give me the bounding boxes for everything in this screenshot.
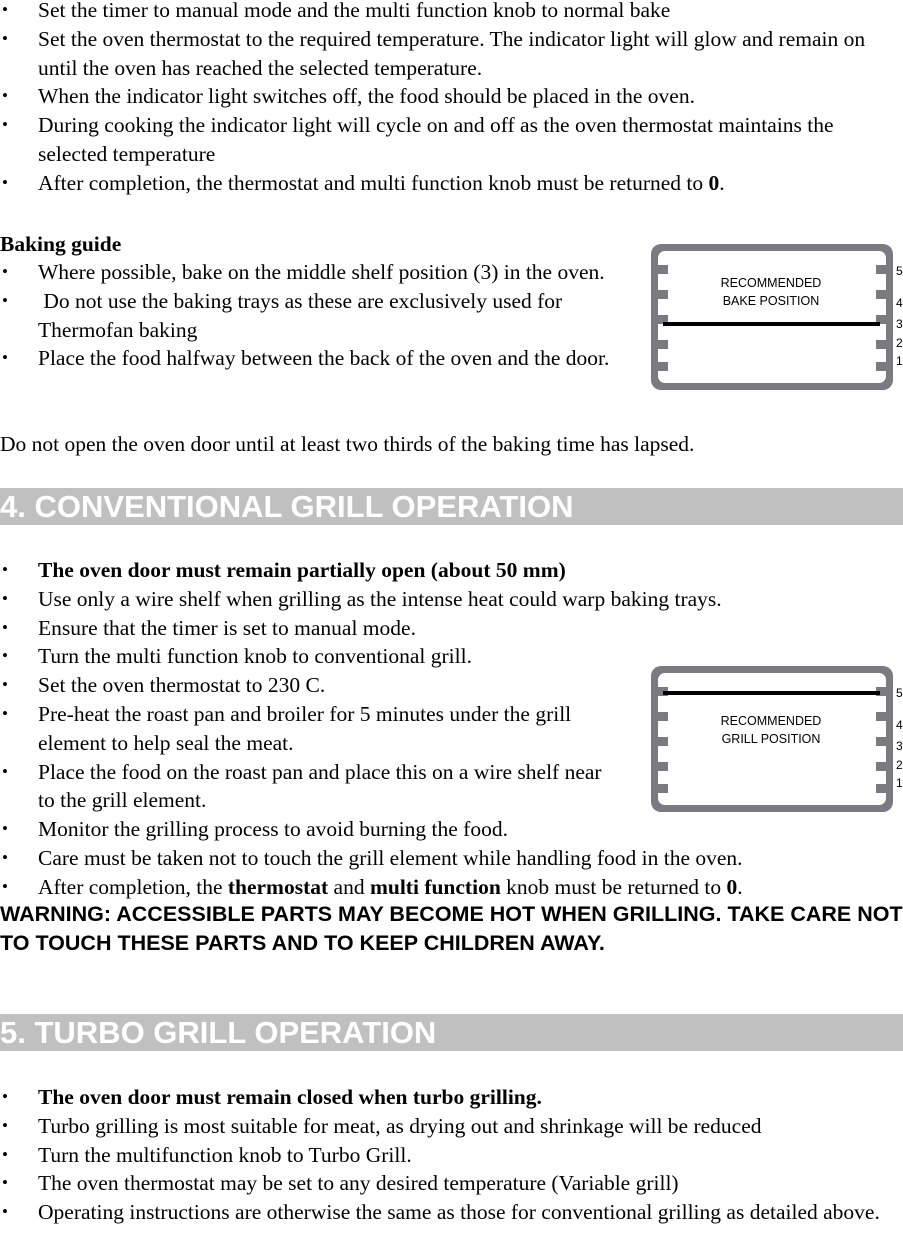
list-item: • Monitor the grilling process to avoid burning the food. [0,815,895,844]
shelf-number-1: 1 [896,776,903,790]
list-item: • Where possible, bake on the middle shelf position (3) in the oven. [0,258,620,287]
bullet-icon: • [2,172,8,192]
bake-position-diagram [651,244,901,392]
list-item: • Use only a wire shelf when grilling as the intense heat could warp baking trays. [0,585,895,614]
grill-warning: WARNING: ACCESSIBLE PARTS MAY BECOME HOT WHEN GRILLING. TAKE CARE NOT TO TOUCH THESE PARTS AND TO KEEP CHILDREN AWAY. [0,902,903,955]
shelf-number-5: 5 [896,264,903,278]
section-heading-turbo-grill: 5. TURBO GRILL OPERATION [0,1014,903,1051]
shelf-number-1: 1 [896,354,903,368]
bullet-icon: • [2,1173,8,1193]
list-item: • Place the food on the roast pan and place this on a wire shelf near to the grill element. [2,759,602,813]
section-heading-conventional-grill: 4. CONVENTIONAL GRILL OPERATION [0,488,903,525]
list-item: • After completion, the thermostat and multi function knob must be returned to 0. [0,873,895,902]
bullet-icon: • [2,262,8,281]
bullet-icon: • [2,819,8,839]
bullet-icon: • [2,115,8,135]
shelf-number-4: 4 [896,296,903,310]
list-item: • Care must be taken not to touch the grill element while handling food in the oven. [0,844,895,873]
shelf-number-3: 3 [896,739,903,753]
list-item: • Set the oven thermostat to 230 C. [0,671,895,700]
bullet-icon: • [2,560,8,579]
bullet-icon: • [2,703,8,723]
bullet-icon: • [2,617,8,637]
list-item: • Do not use the baking trays as these are exclusively used for Thermofan baking [2,288,568,342]
shelf-number-5: 5 [896,686,903,700]
bullet-icon: • [2,646,8,666]
list-item: • When the indicator light switches off, the food should be placed in the oven. [0,82,895,111]
bullet-icon: • [2,675,8,695]
bullet-icon: • [2,1087,8,1106]
list-item: • Operating instructions are otherwise the same as those for conventional grilling as detailed above. [0,1198,895,1227]
bullet-icon: • [2,1144,8,1164]
list-item: • During cooking the indicator light will cycle on and off as the oven thermostat maintains the selected temperature [2,113,834,166]
diagram-label: RECOMMENDED GRILL POSITION [720,714,822,746]
shelf-number-4: 4 [896,718,903,732]
diagram-label: RECOMMENDED BAKE POSITION [720,276,822,308]
grill-position-diagram [651,666,901,814]
bullet-icon: • [2,348,8,368]
list-item: • Set the oven thermostat to the required temperature. The indicator light will glow and remain on until the oven has reached the selected temperature. [2,26,866,80]
list-item: • Ensure that the timer is set to manual mode. [0,614,895,643]
list-item: • The oven door must remain partially open (about 50 mm) [0,556,895,585]
shelf-number-2: 2 [896,336,903,350]
bullet-icon: • [2,847,8,867]
list-item: • The oven thermostat may be set to any desired temperature (Variable grill) [0,1169,895,1198]
list-item: • Turn the multi function knob to conventional grill. [0,642,895,671]
recommended-shelf [663,322,880,326]
turbo-grill-list [0,1083,895,1227]
recommended-shelf [663,691,880,695]
bullet-icon: • [2,86,8,106]
bullet-icon: • [2,290,8,310]
bullet-icon: • [2,28,8,48]
shelf-number-3: 3 [896,317,903,331]
bullet-icon: • [2,1115,8,1135]
list-item: • Pre-heat the roast pan and broiler for 5 minutes under the grill element to help seal the meat. [2,701,572,755]
baking-guide-list [0,258,620,373]
bullet-icon: • [2,0,8,19]
bullet-icon: • [2,588,8,608]
baking-guide-title: Baking guide [0,232,122,256]
list-item: • Turn the multifunction knob to Turbo Grill. [0,1141,895,1170]
list-item: • Set the timer to manual mode and the multi function knob to normal bake [0,0,895,25]
intro-list [0,0,895,198]
shelf-number-2: 2 [896,758,903,772]
baking-note: Do not open the oven door until at least two thirds of the baking time has lapsed. [0,432,695,456]
list-item: • Turbo grilling is most suitable for meat, as drying out and shrinkage will be reduced [0,1112,895,1141]
list-item: • After completion, the thermostat and multi function knob must be returned to 0. [0,169,895,198]
bullet-icon: • [2,876,8,896]
list-item: • The oven door must remain closed when turbo grilling. [0,1083,895,1112]
list-item: • Place the food halfway between the back of the oven and the door. [0,344,620,373]
bullet-icon: • [2,1202,8,1222]
oven-cavity-illustration [651,244,901,392]
bullet-icon: • [2,761,8,781]
